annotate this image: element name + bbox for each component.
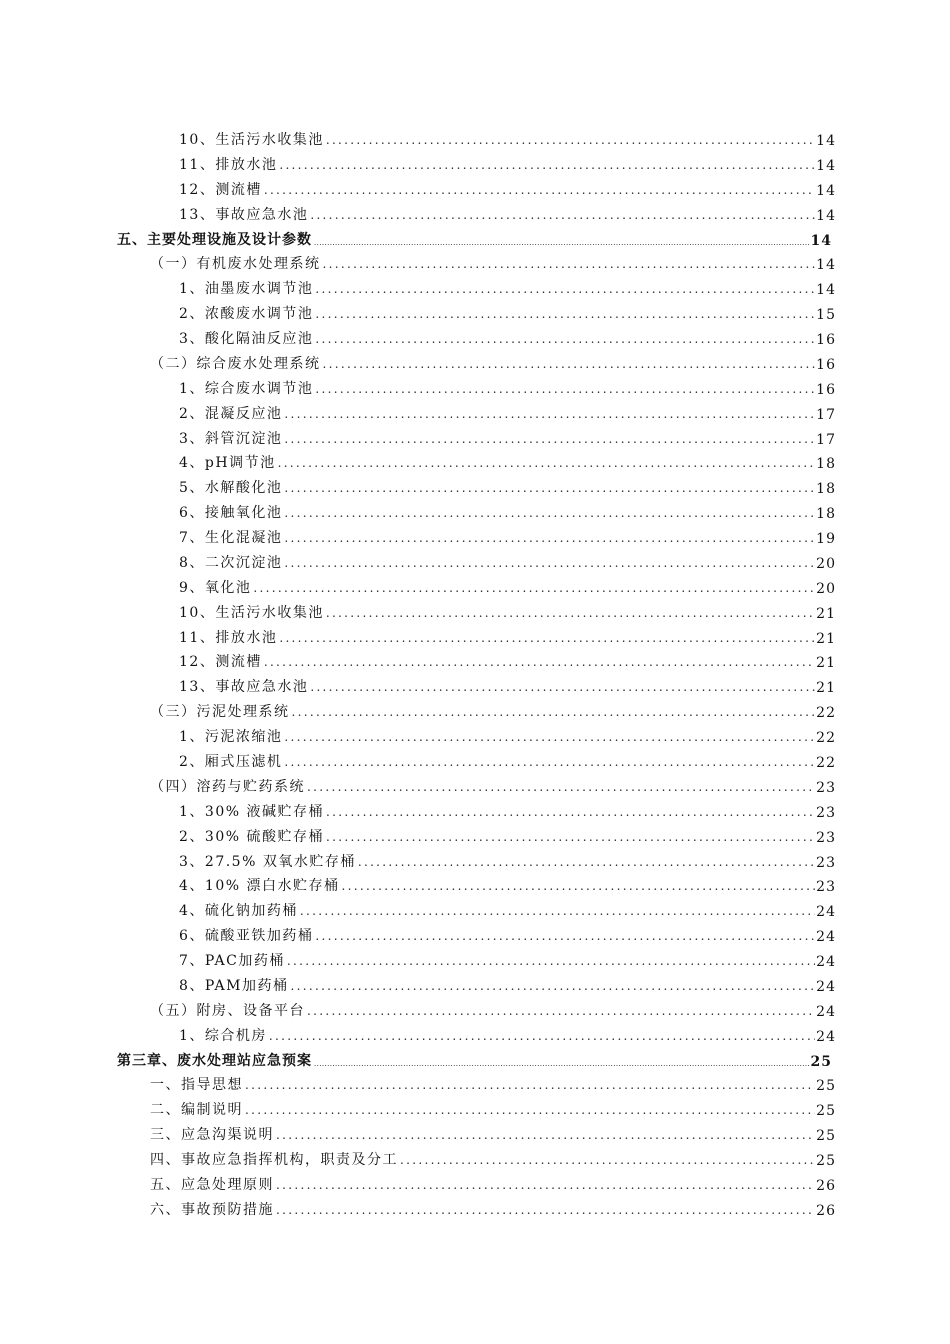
toc-entry[interactable] [179,896,836,920]
toc-leader-dots [326,803,815,821]
toc-entry-page: 24 [816,929,836,946]
toc-leader-dots [284,554,815,572]
toc-entry-page: 22 [816,755,836,771]
toc-entry-title: 10、生活污水收集池 [179,132,324,148]
toc-entry-page: 26 [816,1177,836,1194]
toc-entry-title: 9、氧化池 [179,579,252,596]
toc-leader-dots [326,131,815,149]
toc-leader-dots [279,156,815,174]
toc-entry-page: 21 [816,655,836,672]
toc-entry-page: 25 [816,1128,836,1145]
toc-entry-page: 21 [816,680,836,697]
toc-leader-dots [269,1027,815,1045]
toc-entry[interactable] [179,200,836,224]
toc-entry-title: 二、编制说明 [150,1102,243,1119]
toc-entry-title: （三）污泥处理系统 [150,704,290,721]
toc-leader-dots [245,1076,815,1094]
toc-entry[interactable] [150,1195,836,1219]
toc-leader-dots [284,504,815,522]
toc-entry-title: 13、事故应急水池 [179,206,309,223]
toc-entry-title: 8、二次沉淀池 [179,554,283,571]
toc-entry-page: 14 [816,157,836,174]
toc-entry-title: 2、30% 硫酸贮存桶 [179,828,324,845]
toc-entry-page: 24 [816,1003,836,1020]
toc-entry-title: 2、浓酸废水调节池 [179,306,314,323]
toc-leader-dots [315,380,815,398]
toc-entry-page: 22 [816,705,836,722]
toc-leader-dots [315,927,815,945]
toc-entry[interactable] [150,349,836,373]
toc-entry[interactable] [150,772,836,796]
toc-leader-dots [284,479,815,497]
toc-entry[interactable] [179,722,836,746]
toc-entry-title: 2、混凝反应池 [179,405,283,422]
toc-entry[interactable] [150,1095,836,1119]
toc-entry-title: 一、指导思想 [150,1077,243,1094]
toc-entry[interactable] [179,274,836,298]
toc-leader-dots [284,430,815,448]
toc-entry-page: 23 [816,854,836,871]
toc-leader-dots [276,1201,815,1219]
toc-entry-title: 1、油墨废水调节池 [179,281,314,298]
toc-entry[interactable] [179,498,836,522]
toc-leader-dots [307,778,815,796]
toc-leader-dots [284,529,815,547]
toc-entry-title: （五）附房、设备平台 [150,1002,305,1019]
toc-leader-dots [276,1176,815,1194]
toc-entry-page: 16 [816,356,836,373]
toc-leader-dots [315,280,815,298]
toc-leader-dots [307,1002,815,1020]
toc-entry-title: （一）有机废水处理系统 [150,256,321,273]
toc-entry-title: 11、排放水池 [179,156,278,173]
toc-leader-dots [276,1126,815,1144]
toc-entry[interactable] [150,697,836,721]
toc-entry[interactable] [179,548,836,572]
toc-entry-page: 16 [816,381,836,398]
toc-entry[interactable] [179,672,836,696]
toc-entry-title: 12、测流槽 [179,654,262,671]
toc-entry-title: 1、综合机房 [179,1027,267,1044]
toc-leader-dots [292,703,816,721]
toc-entry[interactable] [179,1021,836,1045]
toc-entry-title: 四、事故应急指挥机构，职责及分工 [150,1152,398,1169]
toc-entry-title: 第三章、废水处理站应急预案 [117,1052,312,1069]
toc-entry-title: （四）溶药与贮药系统 [150,778,305,795]
toc-entry-page: 23 [816,879,836,896]
toc-entry-page: 23 [816,829,836,846]
toc-leader-dots [291,977,816,995]
toc-entry-title: 五、主要处理设施及设计参数 [117,231,312,248]
toc-leader-dots [315,330,815,348]
toc-entry[interactable] [179,324,836,348]
toc-entry-page: 20 [816,580,836,597]
toc-entry[interactable] [150,1145,836,1169]
toc-entry[interactable] [179,299,836,323]
toc-entry-page: 21 [816,630,836,647]
toc-entry[interactable] [179,573,836,597]
toc-leader-dots [253,579,815,597]
toc-entry-title: 3、斜管沉淀池 [179,430,283,447]
toc-entry-title: 13、事故应急水池 [179,679,309,696]
toc-entry[interactable] [150,1120,836,1144]
toc-entry-title: 三、应急沟渠说明 [150,1127,274,1144]
toc-leader-dots [278,454,816,472]
toc-entry-page: 22 [816,730,836,747]
toc-leader-dots [314,1059,810,1070]
toc-entry[interactable] [179,871,836,895]
toc-entry-title: 六、事故预防措施 [150,1201,274,1218]
toc-leader-dots [341,877,815,895]
toc-entry[interactable] [179,175,836,199]
toc-entry-title: 1、综合废水调节池 [179,380,314,397]
toc-entry-title: 五、应急处理原则 [150,1176,274,1193]
toc-entry-page: 16 [816,332,836,349]
toc-entry-title: 4、10% 漂白水贮存桶 [179,878,340,895]
toc-entry-page: 23 [816,804,836,821]
toc-entry-page: 23 [816,779,836,796]
toc-entry[interactable] [179,921,836,945]
toc-entry[interactable] [179,150,836,174]
toc-entry-title: 10、生活污水收集池 [179,604,324,621]
toc-leader-dots [323,255,816,273]
toc-entry-title: 7、PAC加药桶 [179,953,285,970]
toc-entry[interactable] [179,374,836,398]
toc-entry[interactable] [179,424,836,448]
toc-entry-title: 3、酸化隔油反应池 [179,331,314,348]
toc-entry-page: 17 [816,406,836,423]
toc-entry-title: 1、污泥浓缩池 [179,729,283,746]
toc-entry-page: 14 [816,257,836,274]
toc-entry[interactable] [150,249,836,273]
toc-entry[interactable] [117,225,832,249]
toc-entry-page: 24 [816,1028,836,1045]
toc-leader-dots [287,952,815,970]
toc-entry-page: 25 [816,1153,836,1170]
toc-entry-title: 7、生化混凝池 [179,530,283,547]
toc-entry-page: 14 [816,207,836,224]
toc-entry-page: 21 [816,605,836,622]
toc-leader-dots [326,828,815,846]
toc-entry[interactable] [150,1170,836,1194]
toc-entry-page: 24 [816,978,836,995]
toc-entry-title: 5、水解酸化池 [179,480,283,497]
toc-entry-page: 26 [816,1202,836,1219]
toc-entry-page: 19 [816,531,836,548]
toc-entry-title: （二）综合废水处理系统 [150,355,321,372]
toc-entry[interactable] [179,946,836,970]
toc-leader-dots [264,653,815,671]
toc-entry[interactable] [150,996,836,1020]
toc-entry[interactable] [179,598,836,622]
toc-leader-dots [323,355,816,373]
toc-leader-dots [358,853,815,871]
toc-leader-dots [314,238,810,249]
toc-leader-dots [310,206,815,224]
toc-entry[interactable] [179,448,836,472]
toc-entry-page: 25 [810,1053,832,1070]
toc-entry-page: 18 [816,456,836,473]
toc-leader-dots [284,405,815,423]
toc-entry-page: 14 [810,232,832,249]
toc-entry-page: 14 [816,182,836,199]
toc-leader-dots [326,604,815,622]
toc-entry[interactable] [179,623,836,647]
toc-entry[interactable] [179,971,836,995]
toc-entry-page: 18 [816,481,836,498]
toc-entry[interactable] [179,822,836,846]
toc-leader-dots [300,902,815,920]
toc-leader-dots [245,1101,815,1119]
toc-entry-page: 15 [816,307,836,324]
toc-leader-dots [310,678,815,696]
toc-entry-page: 14 [816,282,836,299]
toc-leader-dots [284,753,815,771]
toc-entry[interactable] [179,523,836,547]
toc-entry-title: 2、厢式压滤机 [179,754,283,770]
toc-entry-title: 4、pH调节池 [179,455,276,472]
toc-entry-page: 14 [816,133,836,149]
toc-entry[interactable] [179,125,836,149]
toc-entry-title: 12、测流槽 [179,181,262,198]
toc-entry[interactable] [150,1070,836,1094]
toc-leader-dots [284,728,815,746]
toc-entry[interactable] [179,399,836,423]
toc-entry-page: 24 [816,904,836,921]
toc-leader-dots [315,305,815,323]
toc-entry-title: 3、27.5% 双氧水贮存桶 [179,853,356,870]
toc-entry[interactable] [179,473,836,497]
toc-entry-title: 1、30% 液碱贮存桶 [179,803,324,820]
toc-entry-page: 24 [816,954,836,971]
toc-entry[interactable] [179,747,836,771]
toc-entry-page: 25 [816,1103,836,1120]
toc-entry-page: 17 [816,431,836,448]
toc-leader-dots [264,181,815,199]
toc-entry-title: 11、排放水池 [179,629,278,646]
toc-entry[interactable] [117,1046,832,1070]
toc-entry-title: 8、PAM加药桶 [179,977,289,994]
toc-entry-title: 6、硫酸亚铁加药桶 [179,928,314,945]
toc-entry-page: 25 [816,1078,836,1095]
toc-entry-page: 18 [816,506,836,523]
toc-leader-dots [279,629,815,647]
toc-entry[interactable] [179,847,836,871]
toc-entry-title: 6、接触氧化池 [179,505,283,522]
toc-entry-page: 20 [816,555,836,572]
toc-leader-dots [400,1151,815,1169]
toc-entry-title: 4、硫化钠加药桶 [179,903,298,920]
toc-entry[interactable] [179,647,836,671]
toc-entry[interactable] [179,797,836,821]
